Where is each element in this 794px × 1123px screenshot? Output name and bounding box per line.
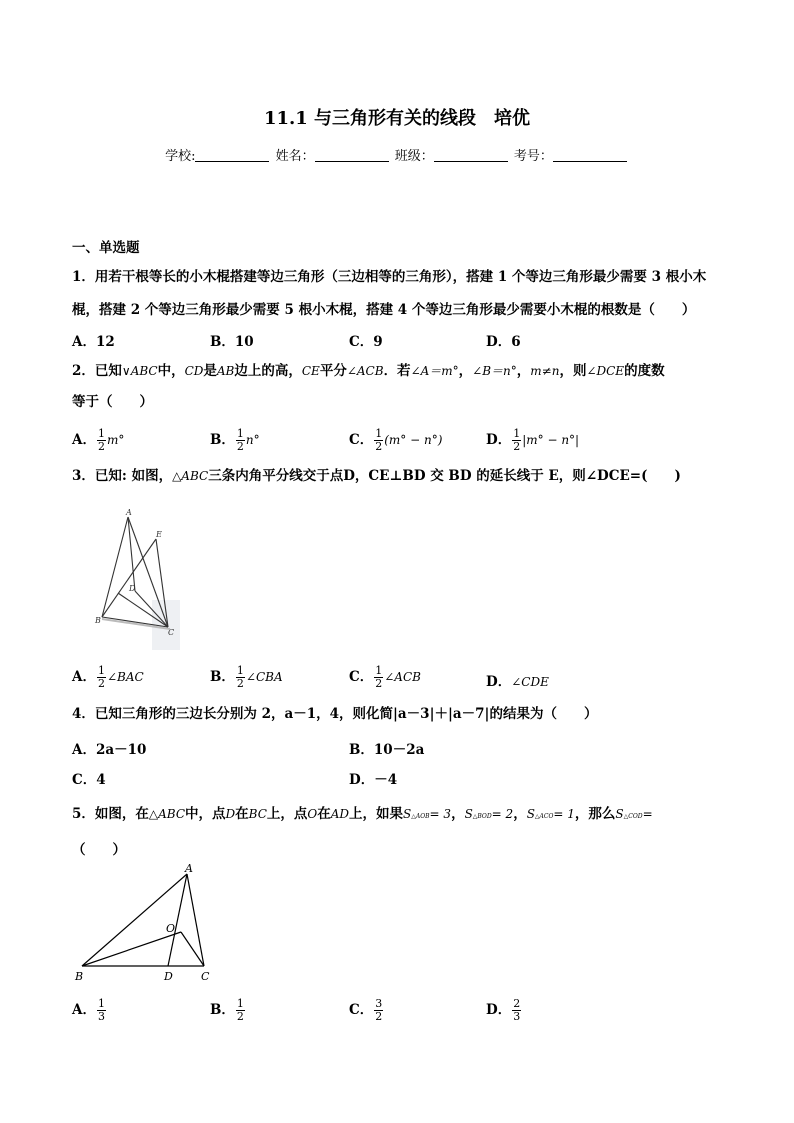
- q1-option-b: B．10: [210, 334, 254, 350]
- label-d: D: [129, 584, 136, 593]
- q4-option-d: D．－4: [349, 772, 398, 788]
- q3-option-c: C． $\frac{1}{2}$ ∠ACB: [349, 664, 421, 690]
- edge-ac: [187, 874, 204, 966]
- school-field[interactable]: [195, 149, 269, 162]
- question-3-figure: [90, 505, 180, 650]
- question-2-line-2: 等于（ ）: [72, 394, 153, 410]
- class-field[interactable]: [434, 149, 508, 162]
- exam-no-label: 考号：: [513, 149, 553, 164]
- label-o: O: [166, 922, 176, 935]
- q2-option-b: B． $\frac{1}{2}$ n°: [210, 427, 260, 453]
- section-heading: 一、单选题: [72, 240, 140, 256]
- fraction: $\frac{1}{2}$: [236, 664, 244, 690]
- fraction: $\frac{1}{3}$: [97, 997, 105, 1023]
- name-label: 姓名：: [275, 149, 315, 164]
- fraction: $\frac{3}{2}$: [375, 997, 383, 1023]
- segment-bo: [82, 932, 181, 966]
- q3-option-a: A． $\frac{1}{2}$ ∠BAC: [72, 664, 144, 690]
- q5-option-c: C． $\frac{3}{2}$: [349, 997, 383, 1023]
- q4-option-c: C．4: [72, 772, 106, 788]
- q4-option-b: B．10－2a: [349, 742, 425, 758]
- q2-option-a: A． $\frac{1}{2}$ m°: [72, 427, 125, 453]
- question-5-line-1: 5．如图，在△ABC中，点D在BC上，点O在AD上，如果S△AOB= 3，S△BOD= 2，S△ACO= 1，那么S△COD=: [72, 806, 653, 822]
- q5-option-d: D． $\frac{2}{3}$: [486, 997, 521, 1023]
- q4-option-a: A．2a－10: [72, 742, 147, 758]
- fraction: $\frac{1}{2}$: [236, 427, 244, 453]
- q1-option-c: C．9: [349, 334, 383, 350]
- q5-option-b: B． $\frac{1}{2}$: [210, 997, 244, 1023]
- question-1-line-2: 棍，搭建 2 个等边三角形最少需要 5 根小木棍，搭建 4 个等边三角形最少需要小木棍的根数是（ ）: [72, 302, 696, 318]
- q2-option-c: C． $\frac{1}{2}$ (m° − n°): [349, 427, 443, 453]
- fraction: $\frac{2}{3}$: [513, 997, 521, 1023]
- label-b: B: [95, 616, 101, 625]
- q1-option-d: D．6: [486, 334, 521, 350]
- school-label: 学校:: [165, 149, 196, 164]
- question-3-text: 3．已知: 如图，△ABC三条内角平分线交于点D，CE⊥BD 交 BD 的延长线于 E，则∠DCE=( ): [72, 468, 681, 484]
- q1-option-a: A．12: [72, 334, 115, 350]
- question-5-figure: [72, 862, 222, 987]
- q5-option-a: A． $\frac{1}{3}$: [72, 997, 105, 1023]
- label-d: D: [164, 970, 173, 983]
- question-5-line-2: （ ）: [72, 842, 126, 858]
- question-4-text: 4．已知三角形的三边长分别为 2，a－1，4，则化简|a－3|＋|a－7|的结果为（ ）: [72, 706, 598, 722]
- fraction: $\frac{1}{2}$: [236, 997, 244, 1023]
- label-a: A: [126, 508, 132, 517]
- question-1-line-1: 1．用若干根等长的小木棍搭建等边三角形（三边相等的三角形），搭建 1 个等边三角形最少需要 3 根小木: [72, 269, 707, 285]
- q2-option-d: D． $\frac{1}{2}$ |m° − n°|: [486, 427, 580, 453]
- name-field[interactable]: [315, 149, 389, 162]
- label-a: A: [185, 862, 193, 875]
- label-c: C: [168, 628, 175, 637]
- fraction: $\frac{1}{2}$: [97, 427, 105, 453]
- page-title: 11.1 与三角形有关的线段 培优: [263, 108, 531, 129]
- student-info-line: [0, 145, 794, 164]
- exam-no-field[interactable]: [553, 149, 627, 162]
- fraction: $\frac{1}{2}$: [375, 427, 383, 453]
- class-label: 班级：: [394, 149, 434, 164]
- label-e: E: [156, 530, 162, 539]
- fraction: $\frac{1}{2}$: [375, 664, 383, 690]
- fraction: $\frac{1}{2}$: [513, 427, 521, 453]
- question-2-line-1: 2．已知∨ABC中，CD是AB边上的高，CE平分∠ACB．若∠A＝m°，∠B＝n°，m≠n，则∠DCE的度数: [72, 363, 665, 379]
- fraction: $\frac{1}{2}$: [97, 664, 105, 690]
- label-c: C: [201, 970, 210, 983]
- label-b: B: [75, 970, 84, 983]
- q3-option-d: D．∠CDE: [486, 674, 549, 690]
- triangle-abc-symbol: ∨ABC: [121, 364, 158, 378]
- q3-option-b: B． $\frac{1}{2}$ ∠CBA: [210, 664, 283, 690]
